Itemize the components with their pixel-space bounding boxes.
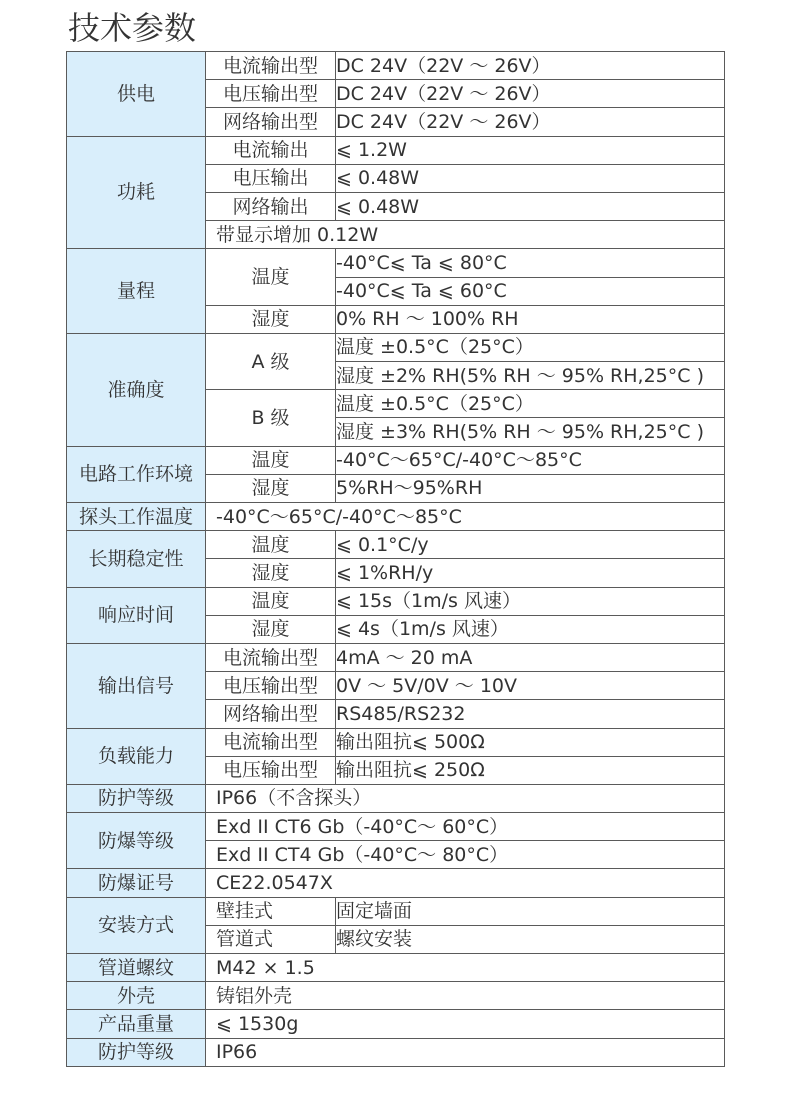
- value-cell: 带显示增加 0.12W: [206, 221, 725, 249]
- row-header-range: 量程: [67, 249, 206, 334]
- table-row: [67, 446, 725, 474]
- row-header-circuit-env: 电路工作环境: [67, 446, 206, 502]
- value-cell: -40°C⩽ Ta ⩽ 80°C: [336, 249, 725, 277]
- sub-label: 电压输出型: [206, 756, 336, 784]
- row-header-thread: 管道螺纹: [67, 954, 206, 982]
- sub-label: 壁挂式: [206, 897, 336, 925]
- sub-label: 湿度: [206, 615, 336, 643]
- table-row: [67, 333, 725, 361]
- value-cell: -40°C～65°C/-40°C～85°C: [336, 446, 725, 474]
- table-row: [67, 643, 725, 671]
- row-header-probe-env: 探头工作温度: [67, 503, 206, 531]
- value-cell: ⩽ 0.1°C/y: [336, 531, 725, 559]
- row-header-response: 响应时间: [67, 587, 206, 643]
- value-cell: 5%RH～95%RH: [336, 474, 725, 502]
- value-cell: -40°C⩽ Ta ⩽ 60°C: [336, 277, 725, 305]
- sub-label: 电压输出型: [206, 672, 336, 700]
- sub-label: 电压输出型: [206, 80, 336, 108]
- value-cell: ⩽ 0.48W: [336, 192, 725, 220]
- table-row: [67, 1010, 725, 1038]
- value-cell: RS485/RS232: [336, 700, 725, 728]
- value-cell: -40°C～65°C/-40°C～85°C: [206, 503, 725, 531]
- sub-label: A 级: [206, 333, 336, 389]
- value-cell: ⩽ 1%RH/y: [336, 559, 725, 587]
- value-cell: DC 24V（22V ～ 26V）: [336, 52, 725, 80]
- row-header-supply: 供电: [67, 52, 206, 137]
- table-row: [67, 503, 725, 531]
- value-cell: DC 24V（22V ～ 26V）: [336, 80, 725, 108]
- value-cell: M42 × 1.5: [206, 954, 725, 982]
- value-cell: 0% RH ～ 100% RH: [336, 305, 725, 333]
- row-header-output: 输出信号: [67, 643, 206, 728]
- row-header-load: 负载能力: [67, 728, 206, 784]
- value-cell: ⩽ 15s（1m/s 风速）: [336, 587, 725, 615]
- value-cell: 0V ～ 5V/0V ～ 10V: [336, 672, 725, 700]
- sub-label: 电流输出: [206, 136, 336, 164]
- row-header-protection-2: 防护等级: [67, 1038, 206, 1066]
- sub-label: 湿度: [206, 559, 336, 587]
- row-header-protection: 防护等级: [67, 784, 206, 812]
- value-cell: 固定墙面: [336, 897, 725, 925]
- sub-label: 电流输出型: [206, 52, 336, 80]
- sub-label: 电流输出型: [206, 643, 336, 671]
- row-header-ex-cert: 防爆证号: [67, 869, 206, 897]
- table-row: [67, 954, 725, 982]
- value-cell: 4mA ～ 20 mA: [336, 643, 725, 671]
- sub-label: 温度: [206, 446, 336, 474]
- row-header-stability: 长期稳定性: [67, 531, 206, 587]
- row-header-install: 安装方式: [67, 897, 206, 953]
- row-header-power: 功耗: [67, 136, 206, 249]
- value-cell: 螺纹安装: [336, 925, 725, 953]
- value-cell: 输出阻抗⩽ 500Ω: [336, 728, 725, 756]
- sub-label: 湿度: [206, 474, 336, 502]
- value-cell: IP66: [206, 1038, 725, 1066]
- value-cell: CE22.0547X: [206, 869, 725, 897]
- row-header-accuracy: 准确度: [67, 333, 206, 446]
- sub-label: 网络输出: [206, 192, 336, 220]
- page-title: 技术参数: [68, 9, 197, 47]
- value-cell: Exd II CT4 Gb（-40°C～ 80°C）: [206, 841, 725, 869]
- table-row: [67, 897, 725, 925]
- sub-label: 温度: [206, 587, 336, 615]
- table-row: [67, 531, 725, 559]
- sub-label: 网络输出型: [206, 108, 336, 136]
- table-row: [67, 587, 725, 615]
- value-cell: 铸铝外壳: [206, 982, 725, 1010]
- value-cell: ⩽ 4s（1m/s 风速）: [336, 615, 725, 643]
- sub-label: B 级: [206, 390, 336, 446]
- value-cell: 温度 ±0.5°C（25°C）: [336, 390, 725, 418]
- table-row: [67, 982, 725, 1010]
- value-cell: 湿度 ±3% RH(5% RH ～ 95% RH,25°C ): [336, 418, 725, 446]
- sub-label: 电压输出: [206, 164, 336, 192]
- table-row: [67, 784, 725, 812]
- table-row: [67, 1038, 725, 1066]
- table-row: [67, 249, 725, 277]
- sub-label: 温度: [206, 249, 336, 305]
- sub-label: 温度: [206, 531, 336, 559]
- sub-label: 管道式: [206, 925, 336, 953]
- table-row: [67, 52, 725, 80]
- value-cell: Exd II CT6 Gb（-40°C～ 60°C）: [206, 813, 725, 841]
- sub-label: 电流输出型: [206, 728, 336, 756]
- table-row: [67, 136, 725, 164]
- spec-table: [66, 51, 725, 1067]
- value-cell: DC 24V（22V ～ 26V）: [336, 108, 725, 136]
- value-cell: 温度 ±0.5°C（25°C）: [336, 333, 725, 361]
- value-cell: 湿度 ±2% RH(5% RH ～ 95% RH,25°C ): [336, 362, 725, 390]
- value-cell: ⩽ 0.48W: [336, 164, 725, 192]
- table-row: [67, 813, 725, 841]
- value-cell: ⩽ 1530g: [206, 1010, 725, 1038]
- table-row: [67, 728, 725, 756]
- sub-label: 网络输出型: [206, 700, 336, 728]
- value-cell: ⩽ 1.2W: [336, 136, 725, 164]
- row-header-explosion: 防爆等级: [67, 813, 206, 869]
- value-cell: 输出阻抗⩽ 250Ω: [336, 756, 725, 784]
- row-header-housing: 外壳: [67, 982, 206, 1010]
- sub-label: 湿度: [206, 305, 336, 333]
- table-row: [67, 869, 725, 897]
- row-header-weight: 产品重量: [67, 1010, 206, 1038]
- value-cell: IP66（不含探头）: [206, 784, 725, 812]
